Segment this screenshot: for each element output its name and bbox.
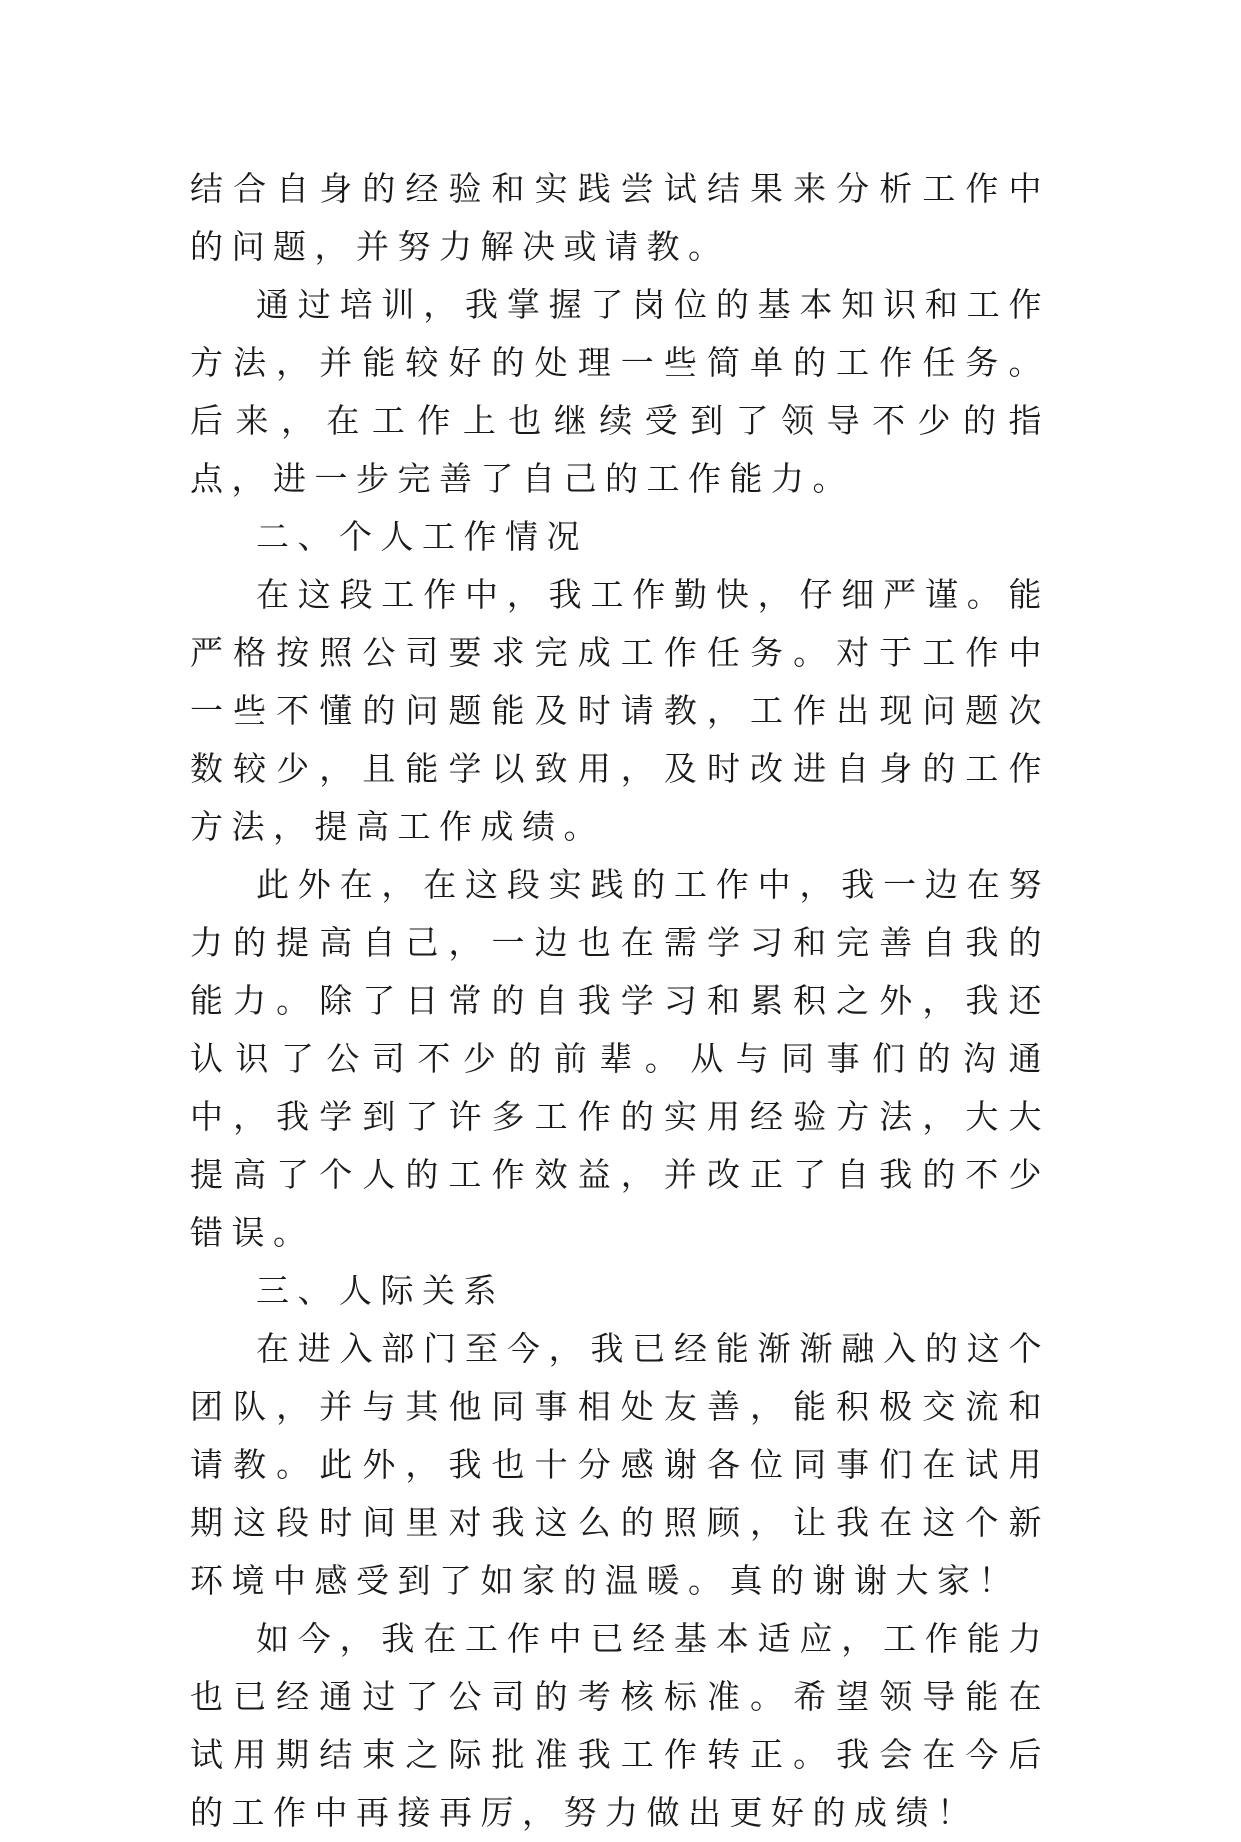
paragraph-work-status: 在这段工作中，我工作勤快，仔细严谨。能严格按照公司要求完成工作任务。对于工作中一些不懂的问题能及时请教，工作出现问题次数较少，且能学以致用，及时改进自身的工作方法，提高工作成绩。 <box>190 575 1050 846</box>
section-heading-work: 二、个人工作情况 <box>256 517 588 556</box>
paragraph-training: 通过培训，我掌握了岗位的基本知识和工作方法，并能较好的处理一些简单的工作任务。后来，在工作上也继续受到了领导不少的指点，进一步完善了自己的工作能力。 <box>190 285 1050 498</box>
document-body <box>190 160 1050 1842</box>
paragraph-self-improvement: 此外在，在这段实践的工作中，我一边在努力的提高自己，一边也在需学习和完善自我的能力。除了日常的自我学习和累积之外，我还认识了公司不少的前辈。从与同事们的沟通中，我学到了许多工作的实用经验方法，大大提高了个人的工作效益，并改正了自我的不少错误。 <box>190 865 1050 1252</box>
paragraph-team: 在进入部门至今，我已经能渐渐融入的这个团队，并与其他同事相处友善，能积极交流和请教。此外，我也十分感谢各位同事们在试用期这段时间里对我这么的照顾，让我在这个新环境中感受到了如家的温暖。真的谢谢大家！ <box>190 1329 1050 1600</box>
section-heading-relations: 三、人际关系 <box>256 1271 505 1310</box>
paragraph-conclusion: 如今，我在工作中已经基本适应，工作能力也已经通过了公司的考核标准。希望领导能在试用期结束之际批准我工作转正。我会在今后的工作中再接再厉，努力做出更好的成绩！ <box>190 1619 1050 1832</box>
paragraph-continuation: 结合自身的经验和实践尝试结果来分析工作中的问题，并努力解决或请教。 <box>190 169 1050 266</box>
